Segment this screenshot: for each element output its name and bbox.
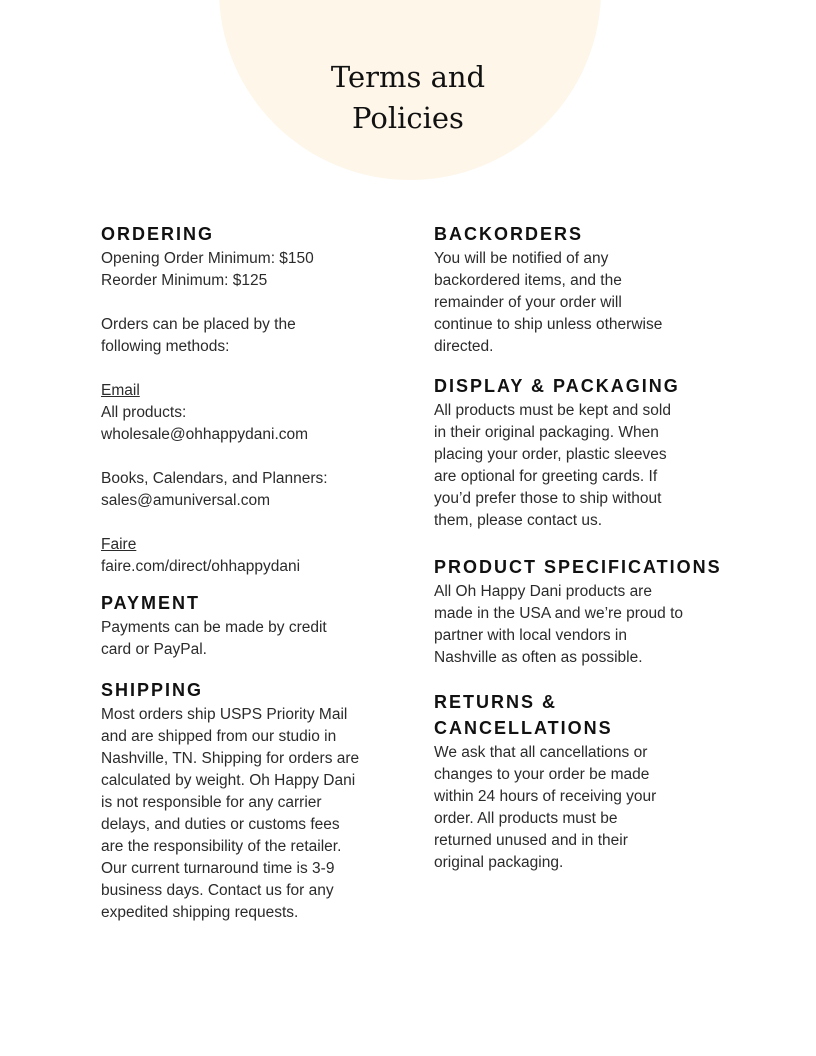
returns-body: We ask that all cancellations or changes to your order be made within 24 hours of receiving your order. All products must be returned unused and in their original packaging. [434, 744, 657, 871]
backorders-body: You will be notified of any backordered items, and the remainder of your order will continue to ship unless otherwise directed. [434, 250, 663, 355]
display-packaging-heading: DISPLAY & PACKAGING [434, 376, 680, 396]
email-method-label: Email [101, 382, 140, 399]
returns-section [434, 689, 724, 874]
shipping-body: Most orders ship USPS Priority Mail and are shipped from our studio in Nashville, TN. Shipping for orders are calculated by weight. Oh Happy Dani is not responsible for any carrier delays, and duties or customs fees are the responsibility of the retailer. Our current turnaround time is 3-9 business days. Contact us for any expedited shipping requests. [101, 706, 360, 921]
email-books-calendars: Books, Calendars, and Planners: sales@amuniversal.com [101, 470, 328, 509]
ordering-section [101, 221, 401, 578]
product-specifications-body: All Oh Happy Dani products are made in the USA and we’re proud to partner with local vendors in Nashville as often as possible. [434, 583, 684, 666]
faire-link: faire.com/direct/ohhappydani [101, 558, 301, 575]
page-title-line1: Terms and [330, 60, 486, 94]
backorders-section [434, 221, 724, 358]
order-minimums: Opening Order Minimum: $150 Reorder Minimum: $125 [101, 250, 314, 289]
ordering-heading: ORDERING [101, 224, 215, 244]
display-packaging-body: All products must be kept and sold in their original packaging. When placing your order, plastic sleeves are optional for greeting cards. If you’d prefer those to ship without them, please contact us. [434, 402, 671, 529]
left-column [101, 221, 401, 924]
backorders-heading: BACKORDERS [434, 224, 584, 244]
payment-heading: PAYMENT [101, 593, 201, 613]
order-methods-intro: Orders can be placed by the following methods: [101, 316, 296, 355]
returns-heading-line2: CANCELLATIONS [434, 718, 613, 738]
right-column [434, 221, 724, 874]
faire-method-label: Faire [101, 536, 137, 553]
display-packaging-section [434, 373, 724, 532]
shipping-section [101, 677, 401, 924]
payment-section [101, 590, 401, 661]
product-specifications-heading: PRODUCT SPECIFICATIONS [434, 557, 722, 577]
shipping-heading: SHIPPING [101, 680, 204, 700]
product-specifications-section [434, 554, 724, 669]
email-all-products: All products: wholesale@ohhappydani.com [101, 404, 309, 443]
returns-heading-line1: RETURNS & [434, 692, 558, 712]
page-title [0, 57, 816, 139]
payment-body: Payments can be made by credit card or PayPal. [101, 619, 327, 658]
page-title-line2: Policies [352, 101, 464, 135]
